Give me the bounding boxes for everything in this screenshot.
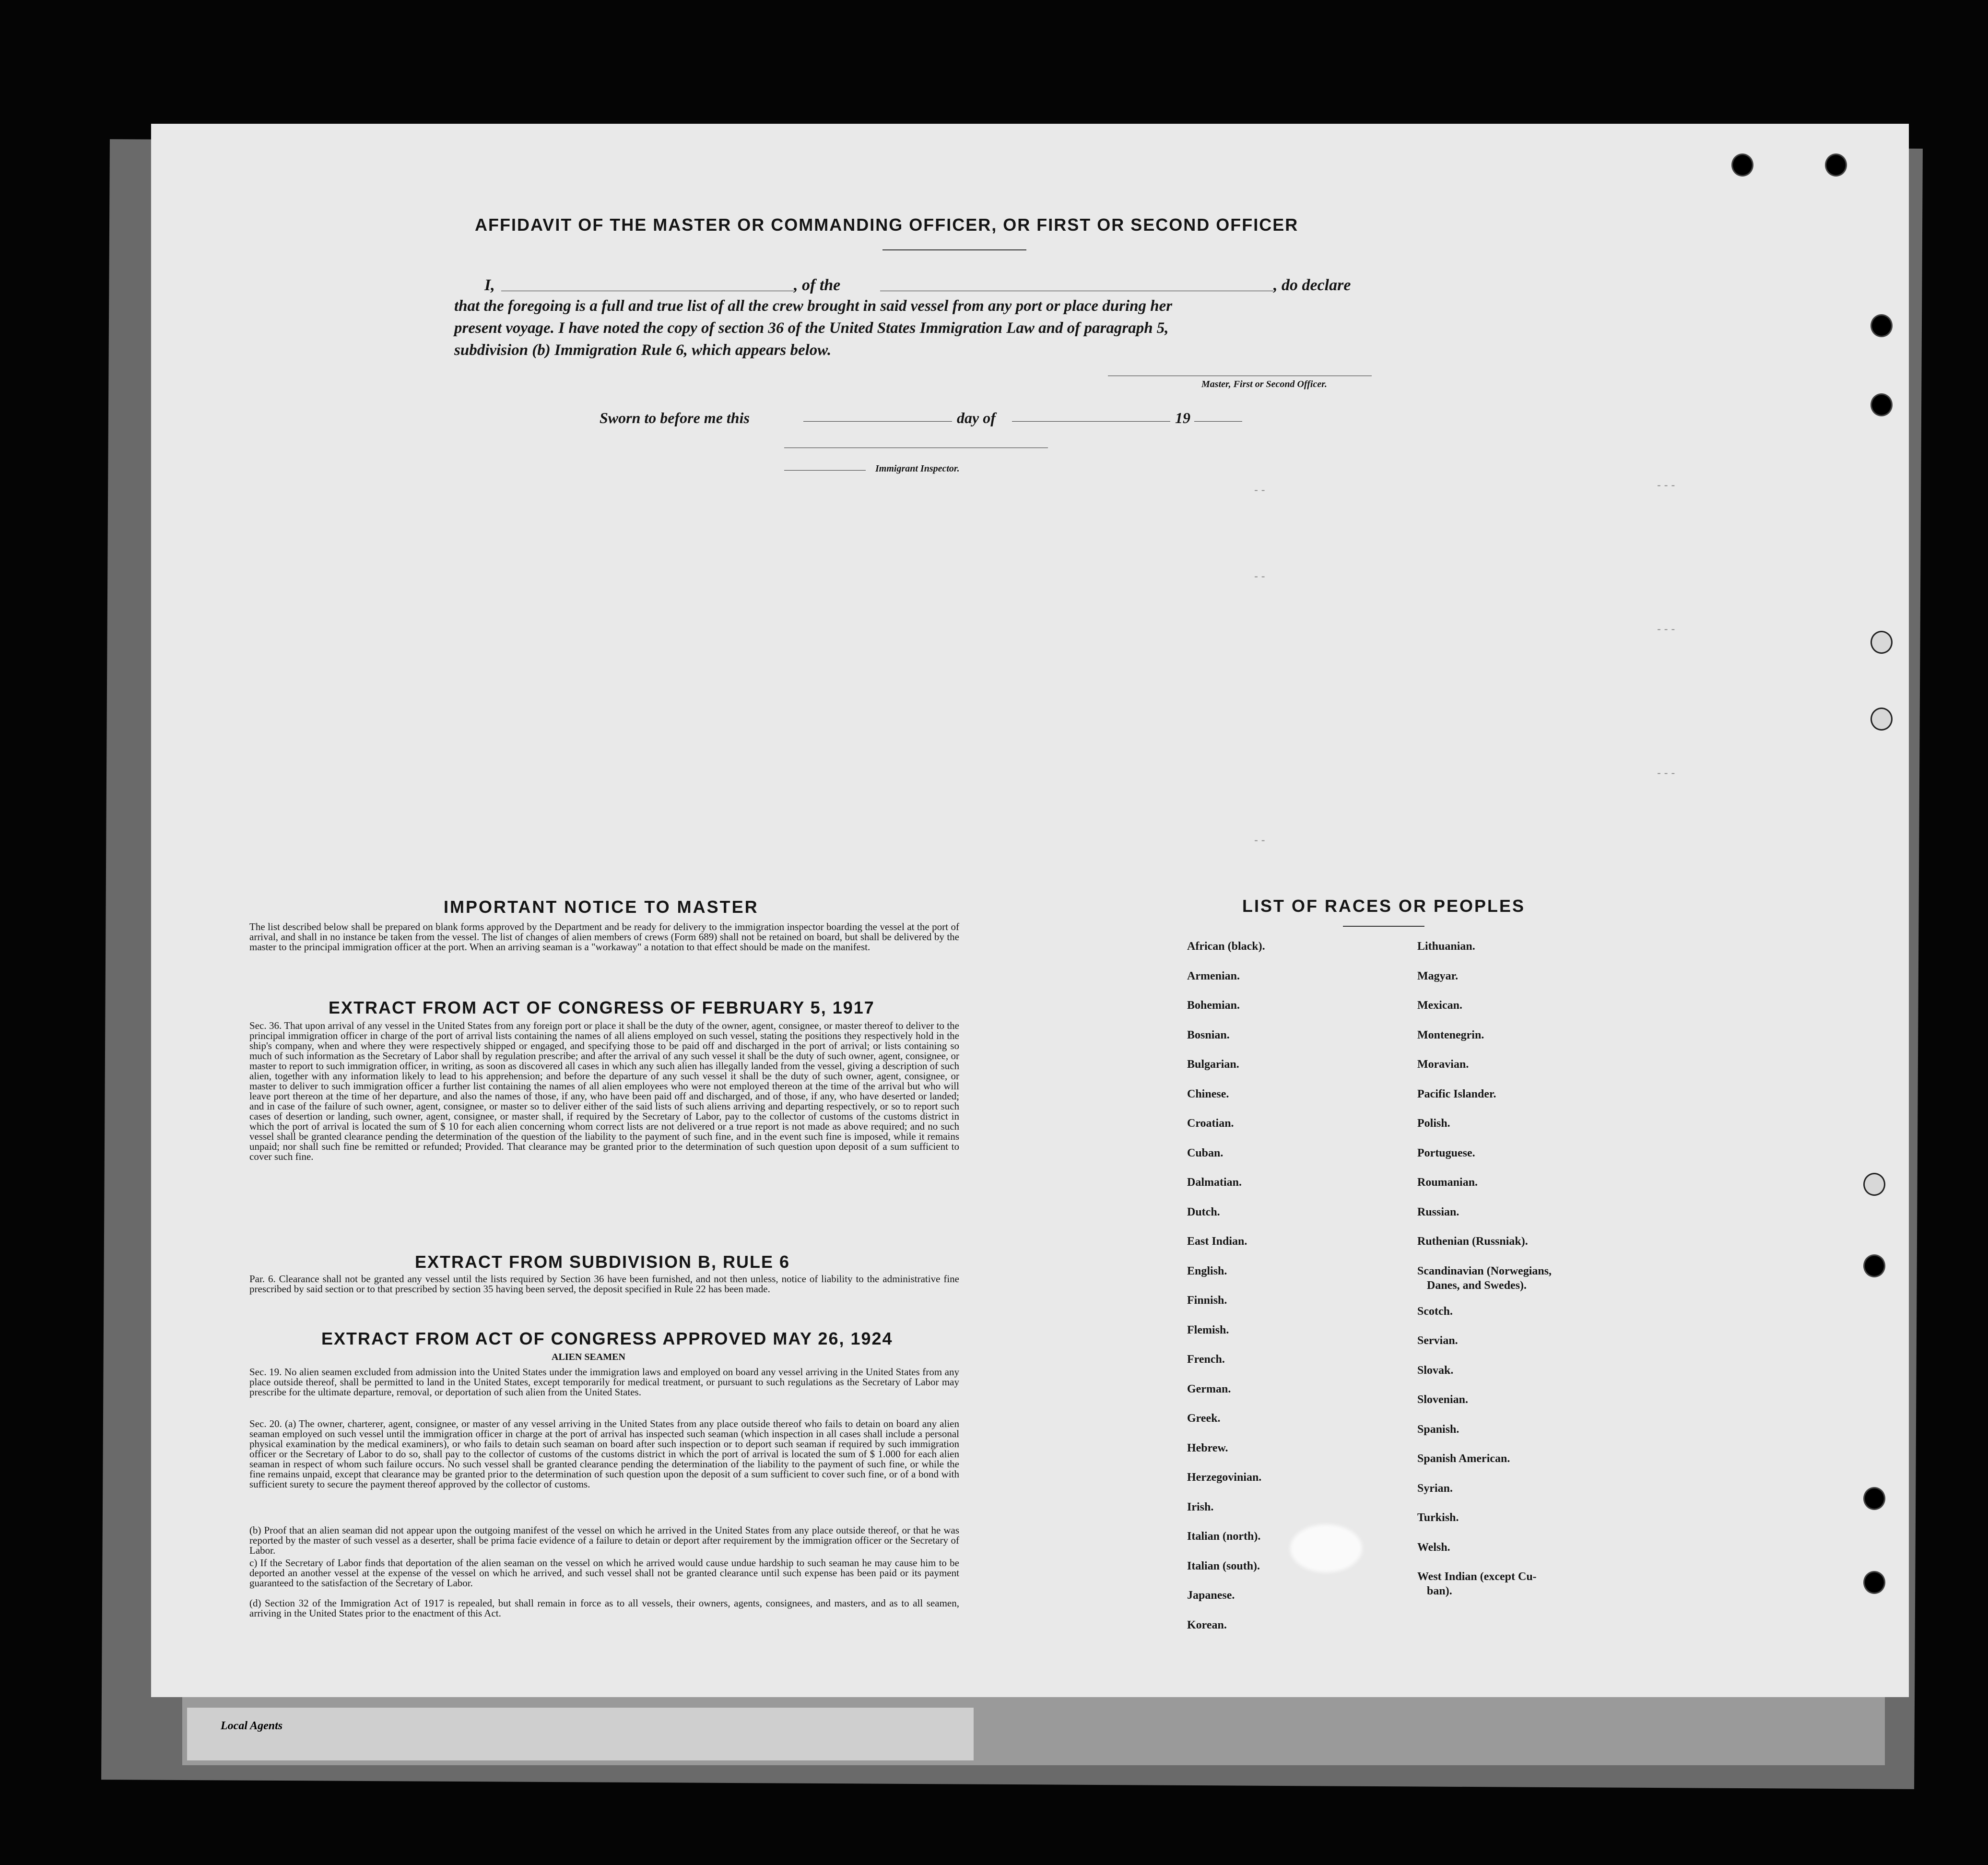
bleed-through-mark: - - (1254, 484, 1265, 496)
manifest-page (151, 124, 1909, 1697)
paper-stain (1290, 1524, 1362, 1572)
race-item: Magyar. (1417, 969, 1459, 982)
race-item: Dutch. (1187, 1205, 1220, 1218)
race-item: Bosnian. (1187, 1028, 1230, 1041)
race-item: Russian. (1417, 1205, 1459, 1218)
inspector-label: Immigrant Inspector. (875, 463, 960, 474)
sworn-month-blank (1012, 421, 1170, 422)
notice-title: IMPORTANT NOTICE TO MASTER (444, 897, 759, 917)
race-item: Welsh. (1417, 1541, 1450, 1554)
race-item: Cuban. (1187, 1146, 1223, 1159)
binder-hole (1731, 153, 1753, 177)
affidavit-title-rule (882, 249, 1026, 250)
race-item: Italian (south). (1187, 1559, 1260, 1572)
races-title-rule (1343, 926, 1424, 927)
binder-hole (1863, 1173, 1885, 1196)
extract-1917-title: EXTRACT FROM ACT OF CONGRESS OF FEBRUARY 5, 1917 (329, 998, 875, 1017)
race-item: Mexican. (1417, 999, 1462, 1012)
race-item: Montenegrin. (1417, 1028, 1484, 1041)
race-item: Ruthenian (Russniak). (1417, 1235, 1528, 1248)
race-item: Servian. (1417, 1334, 1458, 1347)
extract-1924-title: EXTRACT FROM ACT OF CONGRESS APPROVED MAY 26, 1924 (321, 1329, 893, 1348)
race-item: Irish. (1187, 1500, 1214, 1513)
race-item: Italian (north). (1187, 1530, 1261, 1543)
race-item: Danes, and Swedes). (1427, 1279, 1527, 1292)
race-item: Moravian. (1417, 1058, 1469, 1071)
race-item: English. (1187, 1264, 1227, 1277)
affidavit-declare: , do declare (1273, 276, 1351, 294)
bleed-through-mark: - - - (1657, 479, 1675, 492)
binder-hole (1825, 153, 1847, 177)
race-item: German. (1187, 1382, 1231, 1395)
extract-1917-body: Sec. 36. That upon arrival of any vessel in the United States from any foreign port or place it shall be the duty of the owner, agent, consignee, or master thereof to deliver to the principal immigration officer in charge of the port of arrival lists containing the names of all aliens employed on such vessel, stating the positions they respectively hold in the ship's company, when and where they were respectively shipped or engaged, and specifying those to be paid off and discharged in the port of arrival; or lists containing so much of such information as the Secretary of Labor shall by regulation prescribe; and after the arrival of any such vessel it shall be the duty of such owner, agent, consignee, or master to report to such immigration officer, in writing, as soon as discovered all cases in which any such alien has illegally landed from the vessel, giving a description of such alien, together with any information likely to lead to his apprehension; and before the departure of any such vessel it shall be the duty of such owner, agent, consignee, or master to deliver to such immigration officer a further list containing the names of all alien employees who were not employed thereon at the time of the arrival but who will leave port thereon at the time of her departure, and also the names of those, if any, who have been paid off and discharged, and of those, if any, who have deserted or landed; and in case of the failure of such owner, agent, consignee, or master so to deliver either of the said lists of such aliens arriving and departing respectively, or so to report such cases of desertion or landing, such owner, agent, consignee, or master shall, if required by the Secretary of Labor, pay to the collector of customs of the customs district in which the port of arrival is located the sum of $ 10 for each alien concerning whom correct lists are not delivered or a true report is not made as above required; and no such vessel shall be granted clearance pending the determination of the question of the liability to the payment of such fine, and in the event such fine is imposed, while it remains unpaid; nor shall such fine be remitted or refunded; Provided. That clearance may be granted prior to the determination of such question upon deposit of a sum sufficient to cover such fine. (249, 1020, 959, 1162)
affidavit-line-3: present voyage. I have noted the copy of section 36 of the United States Immigration Law and of paragraph 5, (454, 319, 1169, 337)
bleed-through-mark: - - (1254, 834, 1265, 847)
extract-1924-sec20b: (b) Proof that an alien seaman did not appear upon the outgoing manifest of the vessel on which he arrived in the United States from any place outside thereof, or that he was reported by the master of such vessel as a deserter, shall be prima facie evidence of a failure to detain or deport after requirement by the immigration officer or the Secretary of Labor. (249, 1524, 959, 1556)
binder-hole (1870, 314, 1893, 337)
race-item: Pacific Islander. (1417, 1087, 1496, 1100)
year-prefix: 19 (1175, 409, 1190, 426)
affidavit-line-2: that the foregoing is a full and true list of all the crew brought in said vessel from any port or place during her (454, 297, 1173, 315)
race-item: Finnish. (1187, 1294, 1227, 1307)
binder-hole (1870, 708, 1893, 731)
race-item: Chinese. (1187, 1087, 1229, 1100)
race-item: Armenian. (1187, 969, 1240, 982)
binder-hole (1863, 1487, 1885, 1510)
binder-hole (1863, 1571, 1885, 1594)
race-item: Turkish. (1417, 1511, 1459, 1524)
races-title: LIST OF RACES OR PEOPLES (1242, 896, 1526, 916)
master-signature-label: Master, First or Second Officer. (1201, 379, 1327, 390)
race-item: Scotch. (1417, 1305, 1453, 1318)
race-item: Scandinavian (Norwegians, (1417, 1264, 1552, 1277)
binder-hole (1863, 1254, 1885, 1277)
races-left-column (1187, 940, 1265, 1648)
race-item: Herzegovinian. (1187, 1471, 1262, 1484)
inspector-dash (784, 470, 866, 471)
subdivision-body: Par. 6. Clearance shall not be granted any vessel until the lists required by Section 36 have been furnished, and not then unless, notice of liability to the administrative fine prescribed by said section or to that prescribed by section 35 having been served, the deposit specified in Rule 22 has been made. (249, 1273, 959, 1295)
race-item: Portuguese. (1417, 1146, 1475, 1159)
bleed-through-mark: - - - (1657, 623, 1675, 636)
races-right-column (1417, 940, 1552, 1599)
race-item: Japanese. (1187, 1589, 1235, 1602)
extract-1924-sec19: Sec. 19. No alien seamen excluded from admission into the United States under the immigration laws and employed on board any vessel arriving in the United States from any place outside thereof, shall be permitted to land in the United States, except temporarily for medical treatment, or pursuant to such regulations as the Secretary of Labor may prescribe for the ultimate departure, removal, or deportation of such alien from the United States. (249, 1366, 959, 1398)
race-item: Dalmatian. (1187, 1176, 1242, 1189)
footer-strip (187, 1708, 974, 1760)
alien-seamen-subtitle: ALIEN SEAMEN (552, 1352, 625, 1362)
extract-1924-sec20c: c) If the Secretary of Labor finds that deportation of the alien seaman on the vessel on which he arrived would cause undue hardship to such seaman he may cause him to be deported an another vessel at the expense of the vessel on which he arrived, and such vessel shall not be granted clearance until such expense has been paid or its payment guaranteed to the satisfaction of the Secretary of Labor. (249, 1557, 959, 1589)
affidavit-line-4: subdivision (b) Immigration Rule 6, which appears below. (454, 342, 832, 359)
race-item: West Indian (except Cu- (1417, 1570, 1537, 1583)
extract-1924-sec20a: Sec. 20. (a) The owner, charterer, agent, consignee, or master of any vessel arriving in the United States from any place outside thereof who fails to detain on board any alien seaman employed on such vessel until the immigration officer in charge at the port of arrival has inspected such seaman (which inspection in all cases shall include a personal physical examination by the medical examiners), or who fails to detain such seaman on board after such inspection or to deport such seaman if required by such immigration officer or the Secretary of Labor to do so, shall pay to the collector of customs of the customs district in which the port of arrival is located the sum of $ 1.000 for each alien seaman in respect of whom such failure occurs. No such vessel shall be granted clearance pending the determination of the liability to the payment of such fine, or while the fine remains unpaid, except that clearance may be granted prior to the determination of such question upon the deposit of a sum sufficient to cover such fine, or of a bond with sufficient surety to secure the payment thereof approved by the collector of customs. (249, 1418, 959, 1490)
race-item: East Indian. (1187, 1235, 1247, 1248)
race-item: Spanish. (1417, 1423, 1459, 1436)
year-blank (1194, 421, 1242, 422)
race-item: Flemish. (1187, 1323, 1229, 1336)
binder-hole (1870, 631, 1893, 654)
affidavit-i: I, (484, 276, 495, 294)
affidavit-title: AFFIDAVIT OF THE MASTER OR COMMANDING OFFICER, OR FIRST OR SECOND OFFICER (475, 215, 1299, 235)
race-item: Roumanian. (1417, 1176, 1478, 1189)
race-item: Bohemian. (1187, 999, 1240, 1012)
race-item: Lithuanian. (1417, 940, 1475, 953)
extract-1924-sec20d: (d) Section 32 of the Immigration Act of 1917 is repealed, but shall remain in force as to all vessels, their owners, agents, consignees, and masters, and as to all seamen, arriving in the United States prior to the enactment of this Act. (249, 1597, 959, 1619)
race-item: Croatian. (1187, 1117, 1234, 1130)
race-item: Bulgarian. (1187, 1058, 1239, 1071)
race-item: Slovenian. (1417, 1393, 1469, 1406)
affidavit-of-the: , of the (794, 276, 841, 294)
local-agents-label: Local Agents (221, 1720, 283, 1732)
bleed-through-mark: - - (1254, 570, 1265, 583)
day-of-text: day of (957, 409, 996, 426)
race-item: Polish. (1417, 1117, 1450, 1130)
race-item: African (black). (1187, 940, 1265, 953)
sworn-text: Sworn to before me this (600, 409, 750, 426)
race-item: Greek. (1187, 1412, 1221, 1425)
race-item: Slovak. (1417, 1364, 1454, 1377)
binder-hole (1870, 393, 1893, 416)
race-item: Hebrew. (1187, 1441, 1228, 1454)
race-item: Spanish American. (1417, 1452, 1510, 1465)
subdivision-title: EXTRACT FROM SUBDIVISION B, RULE 6 (415, 1252, 790, 1272)
race-item: ban). (1427, 1585, 1452, 1597)
sworn-day-blank (803, 421, 952, 422)
race-item: French. (1187, 1353, 1225, 1366)
race-item: Syrian. (1417, 1482, 1453, 1495)
race-item: Korean. (1187, 1618, 1227, 1631)
notice-body: The list described below shall be prepared on blank forms approved by the Department and be ready for delivery to the immigration inspector boarding the vessel at the port of arrival, and shall in no instance be taken from the vessel. The list of changes of alien members of crews (Form 689) shall not be retained on board, but shall be delivered by the master to the principal immigration officer at the port. When an arriving seaman is a "workaway" a notation to that effect should be made on the manifest. (249, 921, 959, 953)
bleed-through-mark: - - - (1657, 767, 1675, 779)
